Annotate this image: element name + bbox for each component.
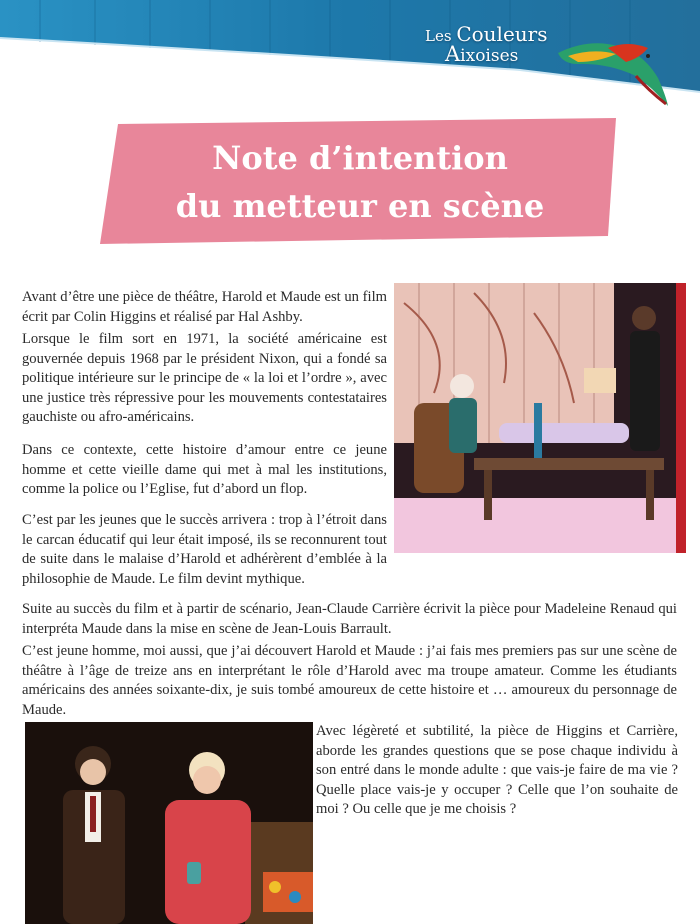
paragraph-4: C’est par les jeunes que le succès arrivera : trop à l’étroit dans le carcan éducatif qui leur était imposé, ils se reconnurent tout de suite dans le malaise d’Harold et adhérèrent d’emblée à la philosophie de Maude. Le film devint mythique. xyxy=(22,512,387,587)
paragraph-1: Avant d’être une pièce de théâtre, Harold et Maude est un film écrit par Colin Higgins et réalisé par Hal Ashby. xyxy=(22,289,387,325)
parrot-icon xyxy=(548,18,673,108)
stage-photo-1 xyxy=(394,283,686,553)
paragraph-3: Dans ce contexte, cette histoire d’amour entre ce jeune homme et cette vieille dame qui met à mal les institutions, comme la police ou l’Eglise, fut d’abord un flop. xyxy=(22,442,387,497)
title-line-2: du metteur en scène xyxy=(175,187,545,225)
brand-word-les: Les xyxy=(425,27,452,45)
brand-logo xyxy=(425,22,548,66)
paragraph-5: Suite au succès du film et à partir de scénario, Jean-Claude Carrière écrivit la pièce pour Madeleine Renaud qui interpréta Maude dans la mise en scène de Jean-Louis Barrault. xyxy=(22,601,677,637)
brand-letter-a: A xyxy=(445,42,461,66)
stage-photo-2 xyxy=(25,722,313,924)
title-line-1: Note d’intention xyxy=(212,139,508,177)
brand-word-couleurs: Couleurs xyxy=(456,22,548,46)
paragraph-2: Lorsque le film sort en 1971, la société américaine est gouvernée depuis 1968 par le président Nixon, qui a fondé sa politique intérieure sur le principe de « la loi et l’ordre », avec une justice très répressive pour les mouvements contestataires gauchiste ou afro-américains. xyxy=(22,331,387,425)
paragraph-6: C’est jeune homme, moi aussi, que j’ai découvert Harold et Maude : j’ai fais mes premiers pas sur une scène de théâtre à l’âge de treize ans en interprétant le rôle d’Harold avec ma troupe amateur. Comme les étudiants américains des années soixante-dix, je suis tombé amoureux de cette histoire et … amoureux du personnage de Maude. xyxy=(22,643,677,718)
title-banner xyxy=(100,118,620,246)
brand-word-ixoises: ixoises xyxy=(460,46,519,66)
page-title xyxy=(100,134,620,230)
paragraph-7: Avec légèreté et subtilité, la pièce de Higgins et Carrière, aborde les grandes questions que se pose chaque individu à son entré dans le monde adulte : que vais-je faire de ma vie ? Quelle place vais-je y occuper ? Celle que l’on souhaite de moi ? Ou celle que je me choisis ? xyxy=(316,723,678,817)
